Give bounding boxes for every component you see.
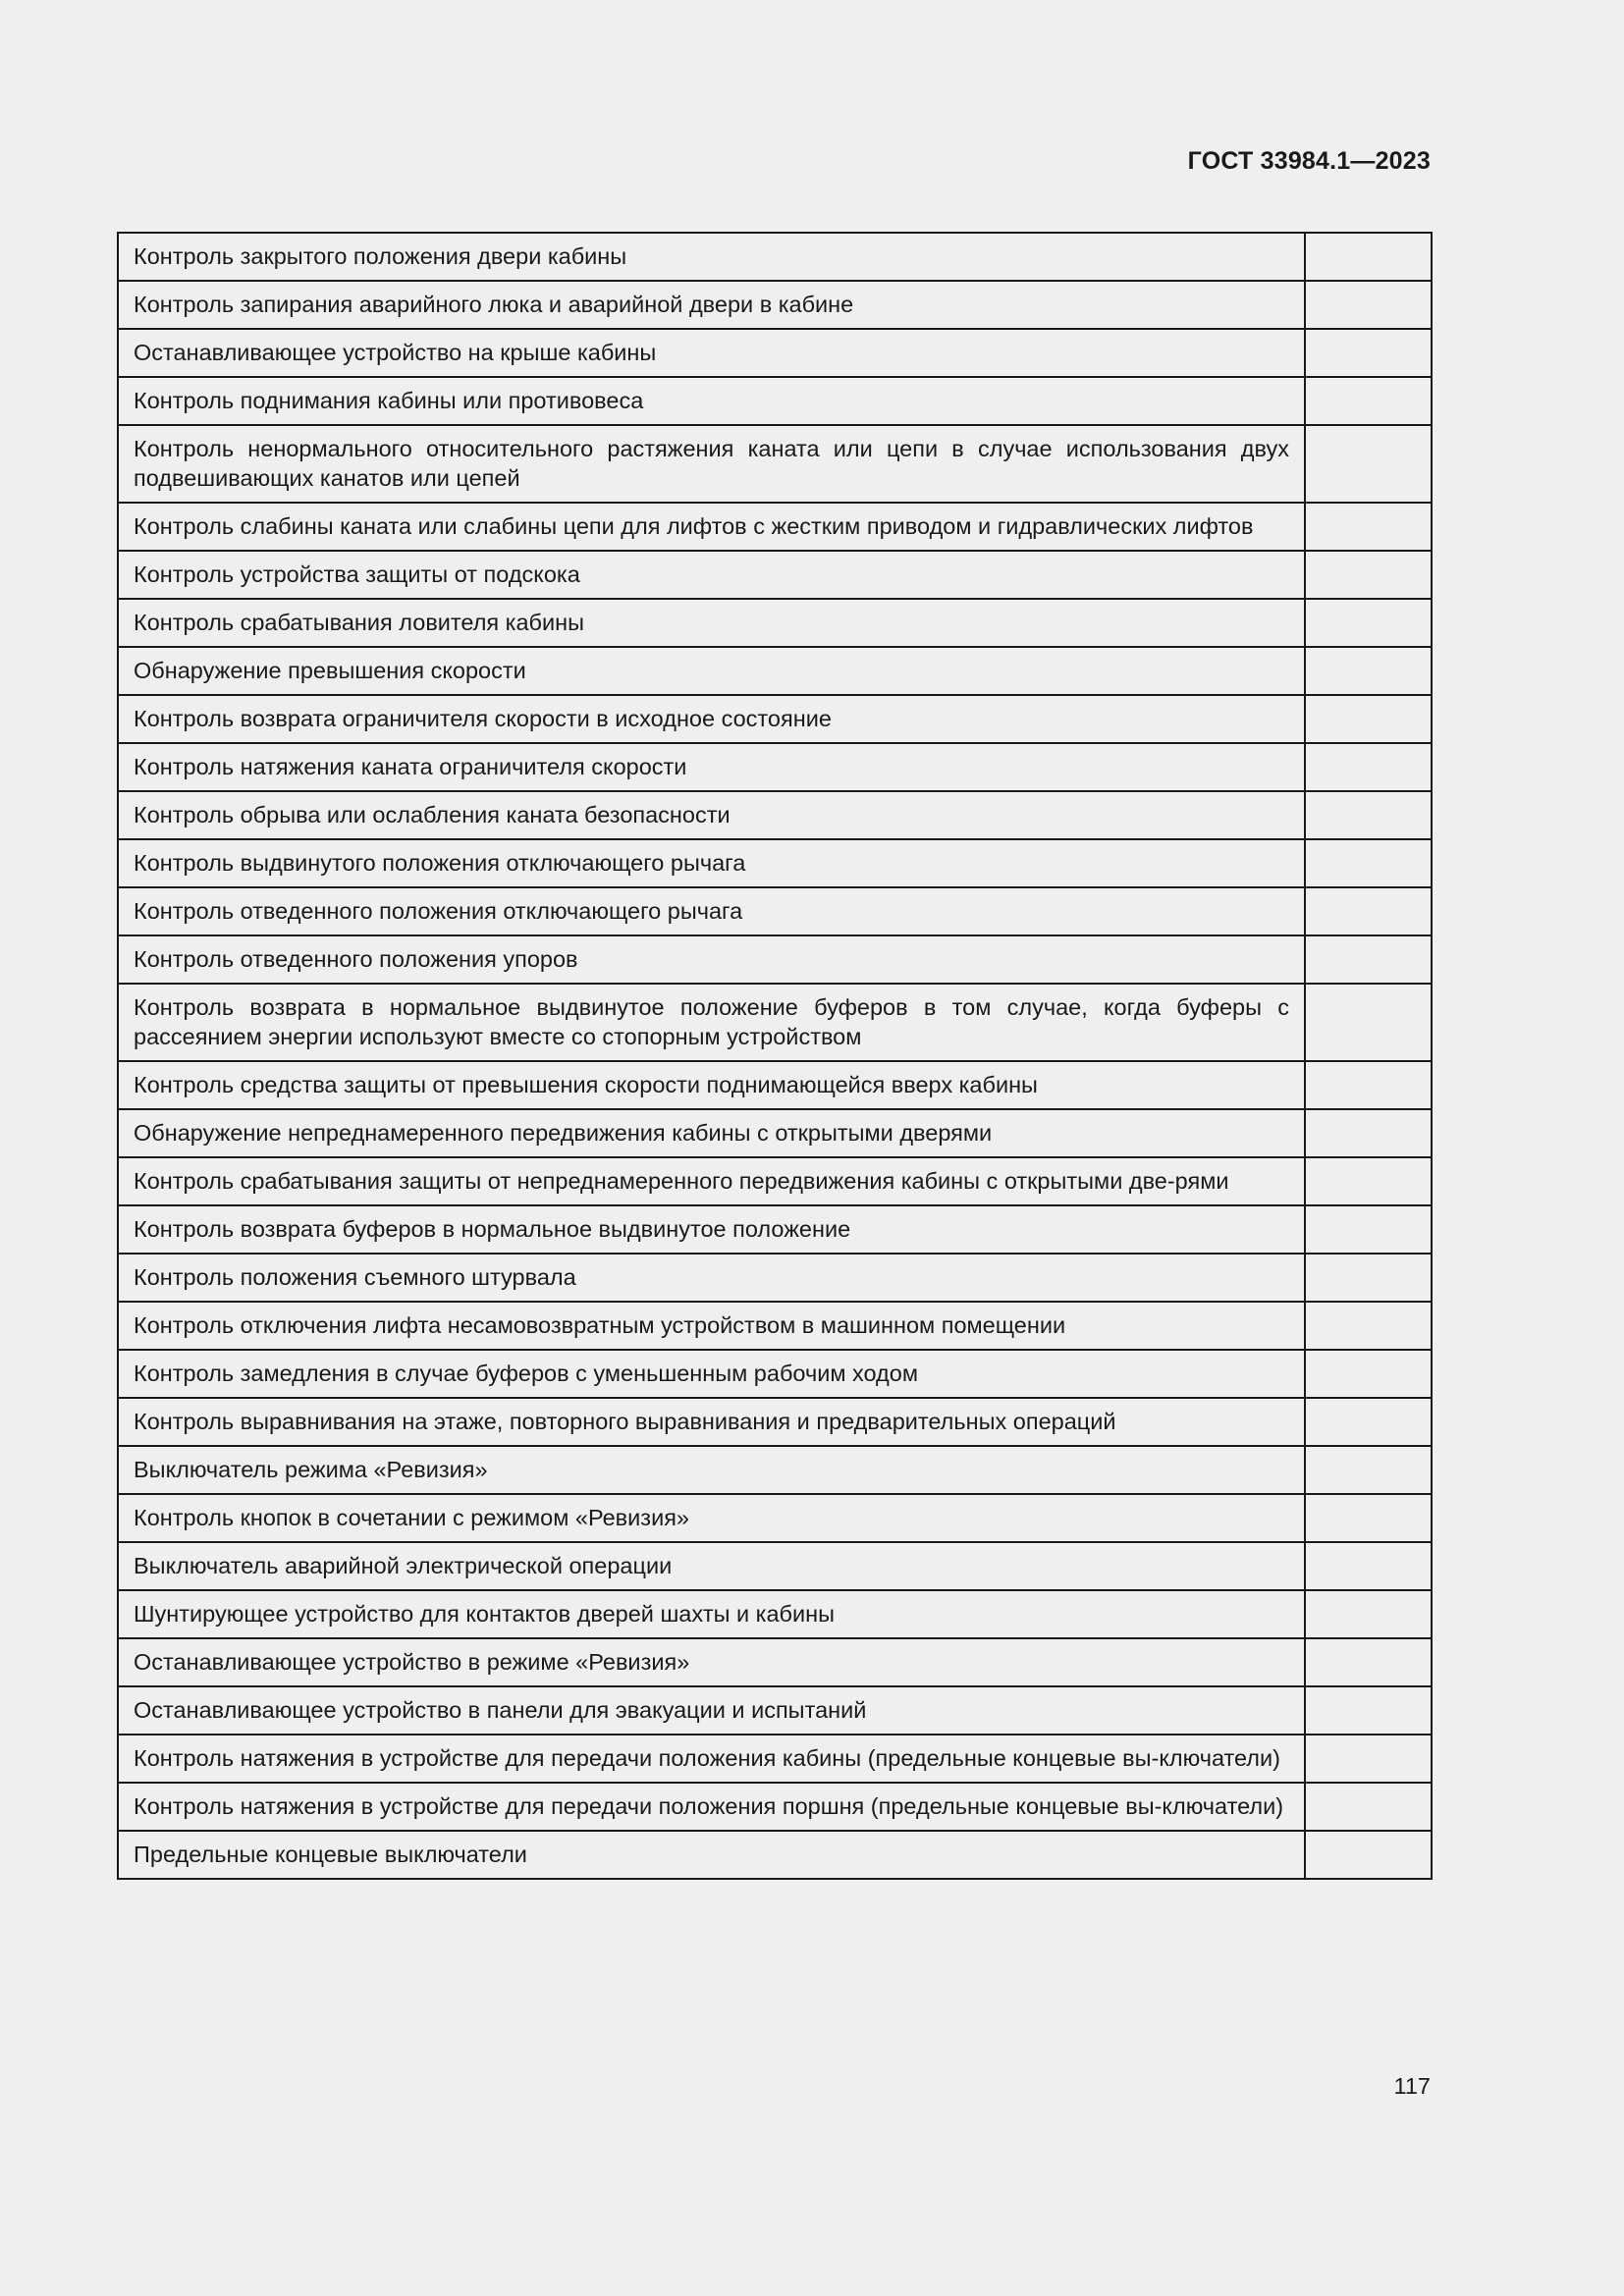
checklist-mark-cell xyxy=(1305,1783,1432,1831)
table-row xyxy=(118,839,1432,887)
checklist-mark-cell xyxy=(1305,1542,1432,1590)
table-row xyxy=(118,1446,1432,1494)
checklist-mark-cell xyxy=(1305,791,1432,839)
checklist-item-text: Контроль натяжения в устройстве для передачи положения кабины (предельные концевые вы-ключатели) xyxy=(118,1735,1305,1783)
checklist-item-text: Контроль закрытого положения двери кабины xyxy=(118,233,1305,281)
checklist-item-text: Контроль ненормального относительного растяжения каната или цепи в случае использования двух подвешивающих канатов или цепей xyxy=(118,425,1305,503)
checklist-mark-cell xyxy=(1305,1254,1432,1302)
checklist-item-text: Останавливающее устройство на крыше кабины xyxy=(118,329,1305,377)
checklist-item-text: Контроль обрыва или ослабления каната безопасности xyxy=(118,791,1305,839)
checklist-item-text: Контроль возврата буферов в нормальное выдвинутое положение xyxy=(118,1205,1305,1254)
checklist-mark-cell xyxy=(1305,1205,1432,1254)
checklist-item-text: Контроль положения съемного штурвала xyxy=(118,1254,1305,1302)
checklist-mark-cell xyxy=(1305,984,1432,1061)
checklist-item-text: Контроль средства защиты от превышения скорости поднимающейся вверх кабины xyxy=(118,1061,1305,1109)
table-row xyxy=(118,1109,1432,1157)
checklist-item-text: Контроль натяжения каната ограничителя скорости xyxy=(118,743,1305,791)
checklist-item-text: Контроль возврата ограничителя скорости в исходное состояние xyxy=(118,695,1305,743)
checklist-mark-cell xyxy=(1305,425,1432,503)
table-row xyxy=(118,887,1432,935)
table-row xyxy=(118,503,1432,551)
table-row xyxy=(118,791,1432,839)
table-row xyxy=(118,425,1432,503)
checklist-mark-cell xyxy=(1305,1398,1432,1446)
checklist-item-text: Контроль отведенного положения упоров xyxy=(118,935,1305,984)
table-row xyxy=(118,1831,1432,1879)
checklist-item-text: Контроль срабатывания защиты от непреднамеренного передвижения кабины с открытыми две-рями xyxy=(118,1157,1305,1205)
checklist-item-text: Обнаружение непреднамеренного передвижения кабины с открытыми дверями xyxy=(118,1109,1305,1157)
table-row xyxy=(118,1686,1432,1735)
checklist-mark-cell xyxy=(1305,1590,1432,1638)
checklist-item-text: Контроль слабины каната или слабины цепи для лифтов с жестким приводом и гидравлических лифтов xyxy=(118,503,1305,551)
checklist-item-text: Контроль выравнивания на этаже, повторного выравнивания и предварительных операций xyxy=(118,1398,1305,1446)
table-row xyxy=(118,984,1432,1061)
checklist-mark-cell xyxy=(1305,281,1432,329)
table-row xyxy=(118,647,1432,695)
checklist-item-text: Шунтирующее устройство для контактов дверей шахты и кабины xyxy=(118,1590,1305,1638)
table-row xyxy=(118,281,1432,329)
checklist-mark-cell xyxy=(1305,695,1432,743)
table-row xyxy=(118,935,1432,984)
checklist-mark-cell xyxy=(1305,1061,1432,1109)
checklist-item-text: Предельные концевые выключатели xyxy=(118,1831,1305,1879)
table-row xyxy=(118,1590,1432,1638)
table-row xyxy=(118,1542,1432,1590)
table-row xyxy=(118,329,1432,377)
checklist-mark-cell xyxy=(1305,599,1432,647)
checklist-table xyxy=(117,232,1433,1880)
checklist-mark-cell xyxy=(1305,551,1432,599)
checklist-item-text: Контроль отведенного положения отключающего рычага xyxy=(118,887,1305,935)
table-row xyxy=(118,551,1432,599)
checklist-item-text: Контроль срабатывания ловителя кабины xyxy=(118,599,1305,647)
checklist-item-text: Контроль поднимания кабины или противовеса xyxy=(118,377,1305,425)
checklist-mark-cell xyxy=(1305,1494,1432,1542)
checklist-mark-cell xyxy=(1305,1735,1432,1783)
checklist-item-text: Контроль натяжения в устройстве для передачи положения поршня (предельные концевые вы-ключатели) xyxy=(118,1783,1305,1831)
checklist-mark-cell xyxy=(1305,839,1432,887)
checklist-mark-cell xyxy=(1305,743,1432,791)
checklist-mark-cell xyxy=(1305,1157,1432,1205)
checklist-item-text: Выключатель режима «Ревизия» xyxy=(118,1446,1305,1494)
page-number: 117 xyxy=(1393,2073,1431,2099)
table-row xyxy=(118,1783,1432,1831)
checklist-item-text: Останавливающее устройство в панели для эвакуации и испытаний xyxy=(118,1686,1305,1735)
table-row xyxy=(118,599,1432,647)
table-row xyxy=(118,1494,1432,1542)
checklist-item-text: Контроль запирания аварийного люка и аварийной двери в кабине xyxy=(118,281,1305,329)
checklist-mark-cell xyxy=(1305,1638,1432,1686)
checklist-mark-cell xyxy=(1305,1686,1432,1735)
table-row xyxy=(118,1157,1432,1205)
checklist-mark-cell xyxy=(1305,1302,1432,1350)
checklist-item-text: Контроль замедления в случае буферов с уменьшенным рабочим ходом xyxy=(118,1350,1305,1398)
checklist-mark-cell xyxy=(1305,647,1432,695)
checklist-mark-cell xyxy=(1305,1446,1432,1494)
checklist-item-text: Обнаружение превышения скорости xyxy=(118,647,1305,695)
table-row xyxy=(118,1205,1432,1254)
checklist-mark-cell xyxy=(1305,1109,1432,1157)
checklist-item-text: Контроль устройства защиты от подскока xyxy=(118,551,1305,599)
table-row xyxy=(118,1302,1432,1350)
table-row xyxy=(118,233,1432,281)
checklist-body xyxy=(118,233,1432,1879)
table-row xyxy=(118,1254,1432,1302)
table-row xyxy=(118,743,1432,791)
table-row xyxy=(118,1735,1432,1783)
table-row xyxy=(118,695,1432,743)
checklist-item-text: Контроль отключения лифта несамовозвратным устройством в машинном помещении xyxy=(118,1302,1305,1350)
checklist-mark-cell xyxy=(1305,887,1432,935)
checklist-mark-cell xyxy=(1305,329,1432,377)
table-row xyxy=(118,377,1432,425)
checklist-item-text: Контроль возврата в нормальное выдвинутое положение буферов в том случае, когда буферы с рассеянием энергии используют вместе со стопорным устройством xyxy=(118,984,1305,1061)
checklist-mark-cell xyxy=(1305,233,1432,281)
checklist-item-text: Выключатель аварийной электрической операции xyxy=(118,1542,1305,1590)
checklist-mark-cell xyxy=(1305,503,1432,551)
table-row xyxy=(118,1638,1432,1686)
checklist-mark-cell xyxy=(1305,935,1432,984)
checklist-item-text: Контроль выдвинутого положения отключающего рычага xyxy=(118,839,1305,887)
document-header: ГОСТ 33984.1—2023 xyxy=(1187,147,1431,175)
checklist-mark-cell xyxy=(1305,1831,1432,1879)
checklist-mark-cell xyxy=(1305,377,1432,425)
table-row xyxy=(118,1398,1432,1446)
table-row xyxy=(118,1061,1432,1109)
table-row xyxy=(118,1350,1432,1398)
checklist-item-text: Контроль кнопок в сочетании с режимом «Ревизия» xyxy=(118,1494,1305,1542)
checklist-mark-cell xyxy=(1305,1350,1432,1398)
checklist-item-text: Останавливающее устройство в режиме «Ревизия» xyxy=(118,1638,1305,1686)
